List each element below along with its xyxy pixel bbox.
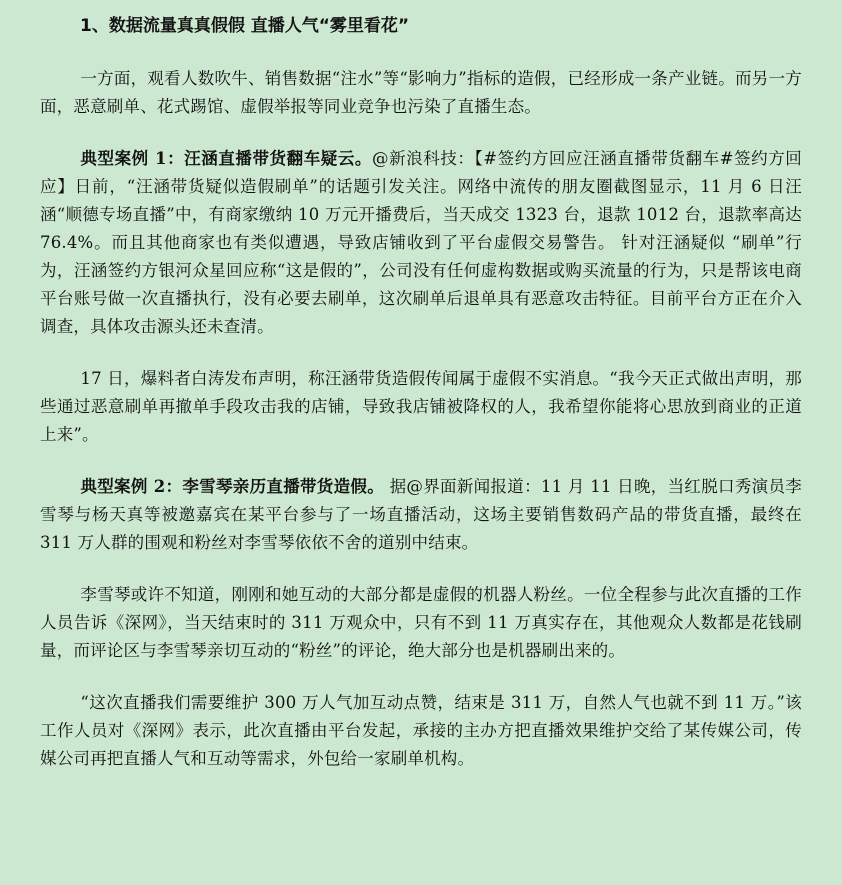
- paragraph-gap: [40, 557, 802, 581]
- case-1-label: 典型案例 1：汪涵直播带货翻车疑云。: [80, 149, 373, 168]
- paragraph-gap: [40, 665, 802, 689]
- paragraph-gap: [40, 121, 802, 145]
- paragraph-case-2: [40, 473, 802, 557]
- paragraph-gap: [40, 341, 802, 365]
- paragraph-gap: [40, 449, 802, 473]
- paragraph-intro: 一方面，观看人数吹牛、销售数据“注水”等“影响力”指标的造假，已经形成一条产业链。而另一方面，恶意刷单、花式踢馆、虚假举报等同业竞争也污染了直播生态。: [40, 69, 802, 116]
- paragraph-staff-quote: “这次直播我们需要维护 300 万人气加互动点赞，结束是 311 万，自然人气也就不到 11 万。”该工作人员对《深网》表示，此次直播由平台发起，承接的主办方把直播效果维护交给了某传媒公司，传媒公司再把直播人气和互动等需求，外包给一家刷单机构。: [40, 693, 802, 768]
- paragraph-case-1: [40, 145, 802, 341]
- paragraph-robot-fans: 李雪琴或许不知道，刚刚和她互动的大部分都是虚假的机器人粉丝。一位全程参与此次直播的工作人员告诉《深网》，当天结束时的 311 万观众中，只有不到 11 万真实存在，其他观众人数都是花钱刷量，而评论区与李雪琴亲切互动的“粉丝”的评论，绝大部分也是机器刷出来的。: [40, 585, 802, 660]
- case-2-label: 典型案例 2：李雪琴亲历直播带货造假。: [80, 477, 385, 496]
- case-2-body: 据@界面新闻报道：11 月 11 日晚，当红脱口秀演员李雪琴与杨天真等被邀嘉宾在某平台参与了一场直播活动，这场主要销售数码产品的带货直播，最终在 311 万人群的围观和粉丝对李雪琴依依不舍的道别中结束。: [40, 477, 802, 552]
- section-heading: 1、数据流量真真假假 直播人气“雾里看花”: [80, 16, 410, 36]
- paragraph-statement: 17 日，爆料者白涛发布声明，称汪涵带货造假传闻属于虚假不实消息。“我今天正式做出声明，那些通过恶意刷单再撤单手段攻击我的店铺，导致我店铺被降权的人，我希望你能将心思放到商业的正道上来”。: [40, 369, 802, 444]
- case-1-body: @新浪科技：【#签约方回应汪涵直播带货翻车#签约方回应】日前，“汪涵带货疑似造假刷单”的话题引发关注。网络中流传的朋友圈截图显示，11 月 6 日汪涵“顺德专场直播”中，有商家缴纳 10 万元开播费后，当天成交 1323 台，退款 1012 台，退款率高达 76.4%。而且其他商家也有类似遭遇，导致店铺收到了平台虚假交易警告。 针对汪涵疑似 “刷单”行为，汪涵签约方银河众星回应称“这是假的”，公司没有任何虚构数据或购买流量的行为，只是帮该电商平台账号做一次直播执行，没有必要去刷单，这次刷单后退单具有恶意攻击特征。目前平台方正在介入调查，具体攻击源头还未查清。: [40, 149, 803, 336]
